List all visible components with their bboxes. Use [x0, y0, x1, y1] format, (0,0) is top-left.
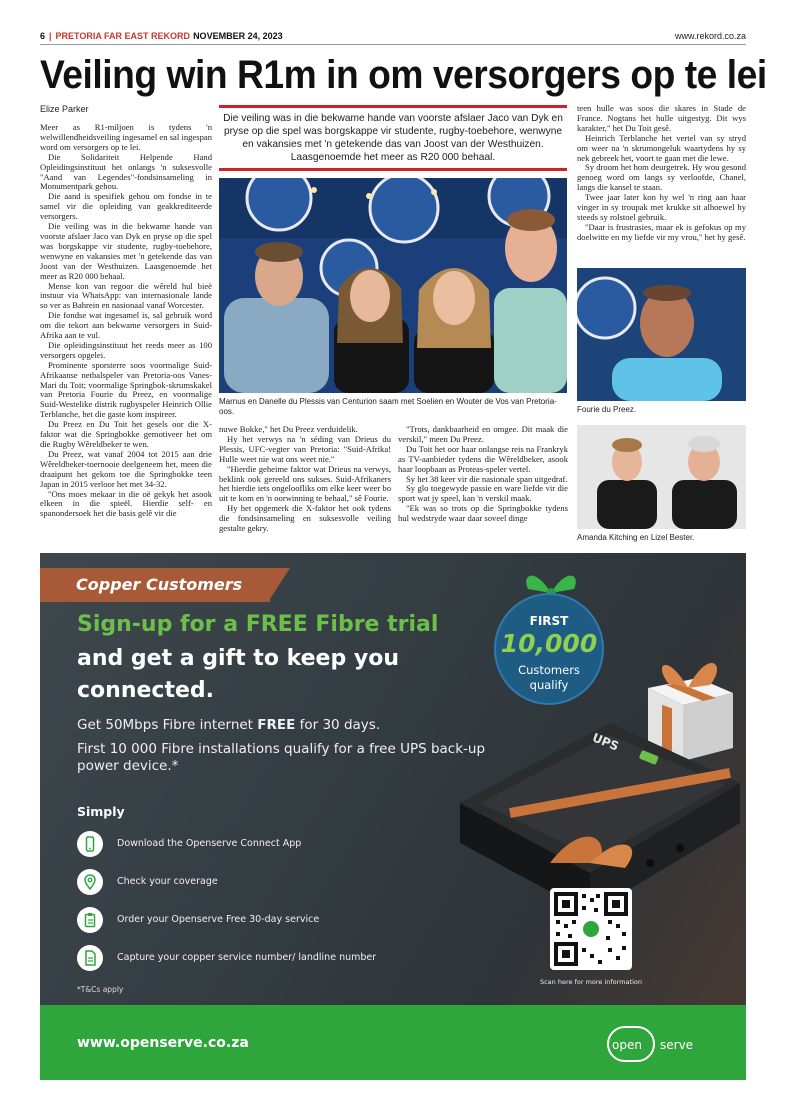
- article-column-2: [219, 425, 391, 545]
- step-order-service: [77, 907, 497, 933]
- offer-bold: FREE: [257, 717, 296, 733]
- article-column-3: [398, 425, 568, 545]
- qr-code-icon: [550, 888, 632, 970]
- page-number: 6: [40, 31, 46, 41]
- pair-illustration: [577, 425, 746, 529]
- main-photo: [219, 178, 567, 393]
- paragraph: "Ons moes mekaar in die oë gekyk het asook elkeen in die spieël. Hierdie self- en spanondersoek het die basis gelê vir die: [40, 488, 212, 519]
- paragraph: Meer as R1-miljoen is tydens 'n welwillendheidsveiling ingesamel en sal ingespan word om versorgers op te lei.: [40, 123, 212, 152]
- article-column-1: [40, 123, 212, 545]
- step-download-app: [77, 831, 497, 857]
- masthead: [40, 29, 746, 45]
- step-label: Check your coverage: [117, 876, 218, 887]
- paragraph: Sy het 38 keer vir die nasionale span uitgedraf.: [406, 473, 568, 484]
- badge-number: 10,000: [500, 629, 598, 658]
- ad-footer: [40, 1005, 746, 1080]
- main-photo-caption: Marnus en Danelle du Plessis van Centurion saam met Soelien en Wouter de Vos van Pretoria-oos.: [219, 397, 557, 416]
- paragraph: "Daar is frustrasies, maar ek is gefokus op my doelwitte en my liefde vir my vrou," het hy gesê.: [577, 221, 746, 242]
- paragraph: Du Preez en Du Toit het gesels oor die X-faktor wat die Springbokke gemotiveer het om die Rugby Wêreldbeker te wen.: [40, 419, 212, 449]
- paragraph: "Trots, dankbaarheid en omgee. Dit maak die verskil," meen Du Preez.: [398, 425, 568, 444]
- masthead-left: [40, 31, 283, 41]
- paragraph: Die opleidingsinstituut het reeds meer as 100 versorgers opgelei.: [40, 339, 212, 360]
- paragraph: Hy het opgemerk die X-faktor het ook tydens die fondsinsameling en suksesvolle veiling gestalte gekry.: [219, 503, 391, 534]
- byline: Elize Parker: [40, 104, 89, 114]
- article-column-4: [577, 104, 746, 260]
- ad-headline-green: Sign-up for a FREE Fibre trial: [77, 612, 439, 637]
- paragraph: Heinrich Terblanche het vertel van sy stryd om weer na 'n skrumongeluk waartydens hy sy nek gebreek het, voort te gaan met die lewe.: [577, 132, 746, 163]
- paragraph: Die fondse wat ingesamel is, sal gebruik word om die tekort aan bekwame versorgers in Suid-Afrika aan te vul.: [40, 310, 212, 341]
- paragraph: Prominente sporsterre soos voormalige Suid-Afrikaanse netbalspeler van Pretoria-oos Vanes-Mari du Toit; voormalige Springbok-skrumskakel van Pretoria Fourie du Preez, en voormalige Suid-Westelike distrik rugbyspeler Heinrich Ollie Terblanche, het die gaste kom inspireer.: [40, 359, 212, 420]
- paragraph: teen hulle was soos die skares in Stade de France. Nogtans het hulle uitgestyg. Dit wys karakter," het Du Toit gesê.: [577, 104, 746, 133]
- badge-first: FIRST: [529, 614, 569, 628]
- offer-suffix: for 30 days.: [295, 717, 381, 733]
- document-icon: [77, 945, 103, 971]
- paragraph: Du Toit het oor haar onlangse reis na Frankryk as TV-aanbieder tydens die Wêreldbeker, asook haar loopbaan as Proteas-speler vertel.: [398, 443, 568, 474]
- portrait-illustration: [577, 268, 746, 401]
- paragraph: Mense kon van regoor die wêreld hul bieë instuur via WhatsApp: van internasionale lande so ver as Bahrein en nasionaal vanaf Worcester.: [40, 280, 212, 311]
- clipboard-icon: [77, 907, 103, 933]
- paragraph: Die Solidariteit Helpende Hand Opleidingsinstituut het onlangs 'n suksesvolle "Aand van Legendes"-fondsinsameling in Monumentpark gehou.: [40, 151, 212, 192]
- openserve-logo-open: open: [612, 1038, 642, 1052]
- paragraph: Du Preez, wat vanaf 2004 tot 2015 aan drie Wêreldbeker-toernooie deelgeneem het, meen die draaipunt het gekom toe die Springbokke teen Japan in 2015 verloor het met 34-32.: [40, 448, 212, 489]
- openserve-advert: [40, 553, 746, 1080]
- badge-customers: Customers: [518, 663, 580, 677]
- openserve-url-link[interactable]: www.openserve.co.za: [77, 1035, 249, 1051]
- article-headline: Veiling win R1m in om versorgers op te lei: [40, 53, 767, 97]
- badge-qualify: qualify: [529, 678, 569, 692]
- ad-offer-line: [77, 717, 380, 733]
- pair-photo: [577, 425, 746, 529]
- step-capture-number: [77, 945, 497, 971]
- location-pin-icon: [77, 869, 103, 895]
- paragraph: Hy het verwys na 'n séding van Drieus du Plessis, UFC-vegter van Pretoria: "Suid-Afrika! Hulle weet nie wat ons weet nie.": [219, 433, 391, 464]
- pair-photo-caption: Amanda Kitching en Lizel Bester.: [577, 533, 695, 542]
- step-label: Order your Openserve Free 30-day service: [117, 914, 320, 925]
- masthead-separator: |: [49, 31, 52, 41]
- paragraph: Sy droom het hom deurgetrek. Hy wou gesond genoeg word om langs sy verloofde, Chanel, langs die kansel te staan.: [577, 162, 746, 193]
- ad-offer-line-2: First 10 000 Fibre installations qualify for a free UPS back-up power device.*: [77, 741, 486, 774]
- first-10000-badge: [494, 593, 604, 705]
- portrait-photo: [577, 268, 746, 401]
- ad-terms: *T&Cs apply: [77, 985, 124, 994]
- openserve-logo-serve: serve: [660, 1038, 694, 1052]
- publication-name: PRETORIA FAR EAST REKORD: [55, 31, 191, 41]
- qr-code[interactable]: [550, 888, 632, 970]
- ups-label: UPS: [590, 730, 621, 754]
- paragraph: "Hierdie geheime faktor wat Drieus na verwys, beklink ook gereeld ons sukses. Suid-Afrikaners het hierdie iets ongeloofliks om elke keer weer bo uit te kom en 'n oorwinning te behaal," sê Fourie.: [219, 463, 391, 504]
- badge-customers-qualify: [496, 663, 602, 693]
- offer-prefix: Get 50Mbps Fibre internet: [77, 717, 258, 733]
- issue-date: NOVEMBER 24, 2023: [193, 31, 283, 41]
- masthead-rule: [40, 44, 746, 45]
- pull-quote: Die veiling was in die bekwame hande van voorste afslaer Jaco van Dyk en pryse op die spel was borgskappe vir studente, rugby-toebehore, wenwyne en vakansies met 'n getekende das van Joost van der Westhuizen. Laasgenoemde het meer as R20 000 behaal.: [219, 105, 567, 171]
- step-label: Download the Openserve Connect App: [117, 838, 302, 849]
- paragraph: Die veiling was in die bekwame hande van voorste afslaer Jaco van Dyk en pryse op die spel was borgskappe vir studente, rugby-toebehore, wenwyne en vakansies met 'n getekende das van Joost van der Westhuizen. Laasgenoemde het meer as R20 000 behaal.: [40, 221, 212, 281]
- paragraph: Twee jaar later kon hy wel 'n ring aan haar vinger in sy troupak met krukke sit alhoewel hy steeds sy rolstoel gebruik.: [577, 192, 746, 222]
- group-photo-illustration: [219, 178, 567, 393]
- step-label: Capture your copper service number/ landline number: [117, 952, 377, 963]
- phone-icon: [77, 831, 103, 857]
- step-check-coverage: [77, 869, 497, 895]
- ad-headline-white: and get a gift to keep you connected.: [77, 646, 399, 703]
- qr-caption: Scan here for more information: [539, 978, 642, 986]
- ad-tab-ribbon-tip: [268, 568, 290, 602]
- paragraph: Die aand is spesifiek gehou om fondse in te samel vir die opleiding van geakkrediteerde versorgers.: [40, 191, 212, 222]
- website-link[interactable]: www.rekord.co.za: [674, 31, 746, 41]
- ad-simply-heading: Simply: [77, 804, 125, 819]
- paragraph: Sy glo toegewyde passie en ware liefde vir die sport wat jy speel, kan 'n verskil maak.: [398, 483, 568, 504]
- portrait-caption: Fourie du Preez.: [577, 405, 637, 414]
- paragraph: nuwe Bokke," het Du Preez verduidelik.: [219, 425, 358, 434]
- paragraph: "Ek was so trots op die Springbokke tydens hul wedstryde waar daar soveel dinge: [398, 503, 568, 524]
- ad-tab-label: Copper Customers: [76, 575, 243, 594]
